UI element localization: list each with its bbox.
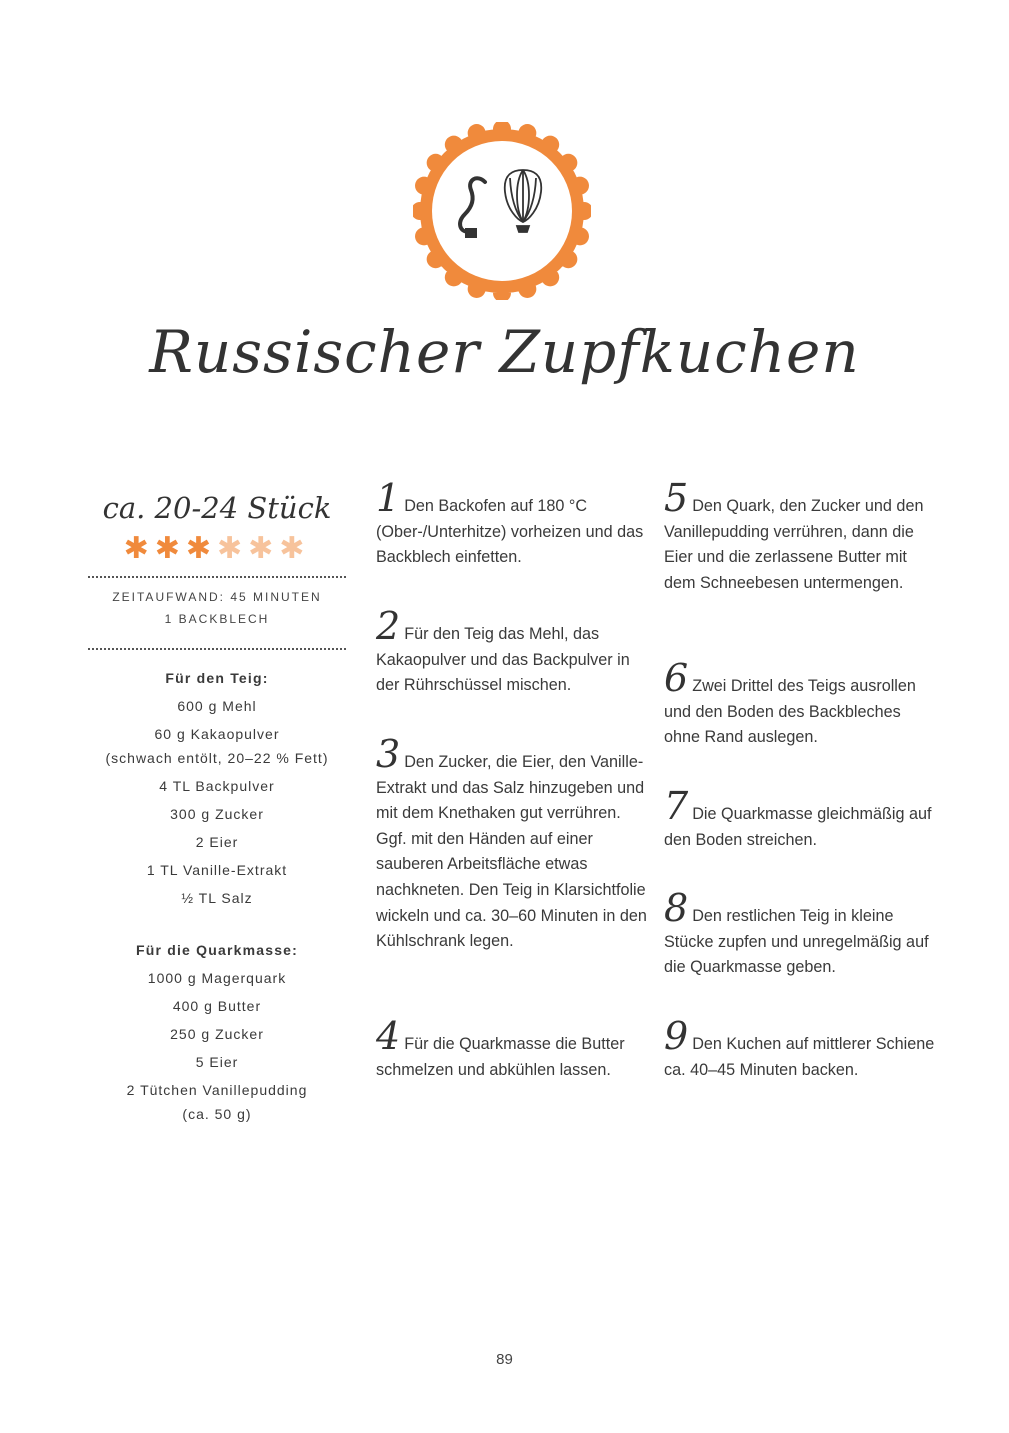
step — [376, 476, 648, 614]
step-text: Den Zucker, die Eier, den Vanille-Extrakt und das Salz hinzugeben und mit dem Knethaken gut verrühren. Ggf. mit den Händen auf einer sauberen Arbeitsfläche etwas nachkneten. Den Teig in Klarsichtfolie wickeln und ca. 30–60 Minuten in den Kühlschrank legen. — [376, 753, 647, 951]
step — [376, 1014, 648, 1083]
step — [664, 656, 936, 794]
recipe-meta — [88, 578, 346, 638]
ingredient — [88, 1076, 346, 1128]
ingredient: 400 g Butter — [172, 998, 262, 1014]
ingredient-name: 2 Tütchen Vanillepudding — [126, 1082, 308, 1098]
dough-heading: Für den Teig: — [165, 670, 269, 686]
step-text: Für den Teig das Mehl, das Kakaopulver und das Backpulver in der Rührschüssel mischen. — [376, 625, 630, 695]
step — [664, 784, 936, 896]
yield-label: ca. 20-24 Stück — [102, 491, 332, 525]
step — [664, 476, 936, 666]
ingredient: ½ TL Salz — [181, 890, 253, 906]
steps-column-1 — [376, 476, 648, 1083]
ingredient-note: (schwach entölt, 20–22 % Fett) — [105, 750, 329, 766]
badge-inner — [432, 141, 572, 281]
step-text: Zwei Drittel des Teigs ausrollen und den Boden des Backbleches ohne Rand auslegen. — [664, 677, 916, 747]
step-number: 9 — [664, 1014, 689, 1058]
steps-column-2 — [664, 476, 936, 1083]
ingredient: 4 TL Backpulver — [159, 778, 275, 794]
step — [376, 732, 648, 1024]
quark-heading: Für die Quarkmasse: — [135, 942, 299, 958]
step-text: Die Quarkmasse gleichmäßig auf den Boden streichen. — [664, 805, 932, 849]
step-text: Den restlichen Teig in kleine Stücke zupfen und unregelmäßig auf die Quarkmasse geben. — [664, 907, 929, 977]
step-number: 2 — [376, 604, 401, 648]
star-filled-icon: ✱ — [154, 532, 186, 565]
ingredient — [88, 720, 346, 772]
step-number: 7 — [664, 784, 689, 828]
ingredient: 5 Eier — [195, 1054, 239, 1070]
star-empty-icon: ✱ — [217, 532, 249, 565]
dotted-divider — [88, 648, 346, 650]
star-filled-icon: ✱ — [123, 532, 155, 565]
equipment-label: 1 BACKBLECH — [164, 612, 270, 626]
ingredient-name: 60 g Kakaopulver — [154, 726, 280, 742]
ingredient: 600 g Mehl — [177, 698, 257, 714]
recipe-sidebar — [88, 488, 346, 1128]
tools-badge — [413, 122, 591, 300]
ingredient: 1 TL Vanille-Extrakt — [146, 862, 288, 878]
step-number: 1 — [376, 476, 401, 520]
page-number: 89 — [496, 1351, 513, 1368]
step — [376, 604, 648, 742]
step-text: Den Backofen auf 180 °C (Ober-/Unterhitze) vorheizen und das Backblech einfetten. — [376, 497, 644, 567]
difficulty-rating — [88, 532, 346, 566]
step-text: Den Kuchen auf mittlerer Schiene ca. 40–45 Minuten backen. — [664, 1035, 935, 1079]
step-number: 3 — [376, 732, 401, 776]
ingredient: 1000 g Magerquark — [147, 970, 287, 986]
step-text: Für die Quarkmasse die Butter schmelzen und abkühlen lassen. — [376, 1035, 625, 1079]
ingredient-note: (ca. 50 g) — [182, 1106, 252, 1122]
star-empty-icon: ✱ — [248, 532, 280, 565]
step-number: 8 — [664, 886, 689, 930]
ingredient: 2 Eier — [195, 834, 239, 850]
star-empty-icon: ✱ — [279, 532, 311, 565]
time-label: ZEITAUFWAND: 45 MINUTEN — [112, 590, 322, 604]
recipe-title: Russischer Zupfkuchen — [149, 318, 860, 386]
step-number: 5 — [664, 476, 689, 520]
star-filled-icon: ✱ — [185, 532, 217, 565]
badge-graphic — [413, 122, 591, 300]
step-number: 6 — [664, 656, 689, 700]
step — [664, 1014, 936, 1083]
step-text: Den Quark, den Zucker und den Vanillepudding verrühren, dann die Eier und die zerlassene Butter mit dem Schneebesen untermengen. — [664, 497, 924, 592]
ingredient: 250 g Zucker — [170, 1026, 264, 1042]
step-number: 4 — [376, 1014, 401, 1058]
ingredient: 300 g Zucker — [170, 806, 264, 822]
step — [664, 886, 936, 1024]
